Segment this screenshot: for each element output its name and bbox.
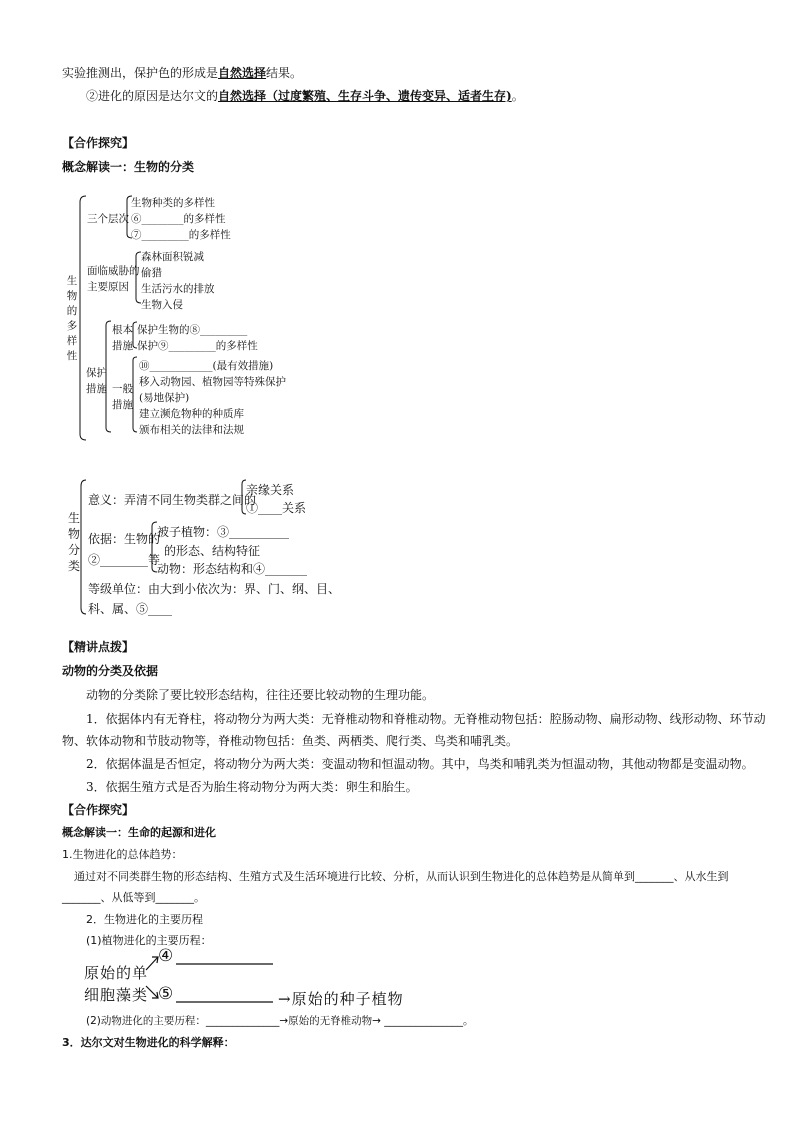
- meaning-item: 亲缘关系: [246, 483, 295, 497]
- question-title: 3．达尔文对生物进化的科学解释：: [62, 1036, 235, 1049]
- general-label: 一般: [112, 383, 133, 395]
- paragraph: _______、从低等到_______。: [62, 891, 205, 904]
- meaning-item: ①____关系: [246, 501, 307, 515]
- threats-item: 生物入侵: [141, 299, 183, 311]
- intro-line-1: 实验推测出，保护色的形成是自然选择结果。: [62, 66, 303, 80]
- section-heading: 【合作探究】: [62, 136, 135, 150]
- meaning-text: 意义：弄清不同生物类群之间的: [88, 493, 257, 507]
- intro-line-2: ②进化的原因是达尔文的自然选择（过度繁殖、生存斗争、遗传变异、适者生存)。: [86, 89, 524, 103]
- basis-text: ②________等: [88, 553, 161, 567]
- threats-label: 主要原因: [87, 281, 129, 293]
- plant-origin: 细胞藻类: [84, 986, 149, 1004]
- basis-item: 被子植物：③__________: [157, 525, 290, 539]
- fundamental-label: 措施: [112, 340, 133, 352]
- threats-item: 偷猎: [141, 267, 162, 279]
- classification-root: 生物分类: [67, 511, 80, 573]
- paragraph: 动物的分类除了要比较形态结构，往往还要比较动物的生理功能。: [86, 688, 435, 702]
- plant-branch-4: ④: [158, 946, 174, 966]
- section-subheading: 概念解读一：生命的起源和进化: [62, 826, 216, 839]
- threats-item: 森林面积锐减: [141, 251, 204, 263]
- units-text: 科、属、⑤____: [88, 602, 173, 616]
- general-item: 建立濒危物种的种质库: [139, 408, 244, 420]
- key-term: 自然选择（过度繁殖、生存斗争、遗传变异、适者生存): [218, 89, 512, 103]
- levels-item: 生物种类的多样性: [131, 197, 215, 209]
- question-title: 2．生物进化的主要历程: [86, 913, 203, 926]
- basis-text: 依据：生物的: [88, 532, 161, 546]
- section-heading: 【精讲点拨】: [62, 640, 135, 654]
- plant-origin: 原始的单: [84, 964, 149, 982]
- protect-label: 措施: [86, 383, 107, 395]
- question-subtitle: (2)动物进化的主要历程：______________→原始的无脊椎动物→ _______________。: [86, 1015, 474, 1027]
- levels-item: ⑥________的多样性: [131, 213, 226, 225]
- fundamental-item: 保护⑨_________的多样性: [137, 340, 258, 352]
- paragraph: 3．依据生殖方式是否为胎生将动物分为两大类：卵生和胎生。: [86, 780, 418, 794]
- section-subheading: 概念解读一：生物的分类: [62, 160, 195, 174]
- question-title: 1.生物进化的总体趋势：: [62, 848, 183, 861]
- general-item: 移入动物园、植物园等特殊保护: [139, 376, 286, 388]
- paragraph: 2．依据体温是否恒定，将动物分为两大类：变温动物和恒温动物。其中，鸟类和哺乳类为恒温动物，其他动物都是变温动物。: [86, 757, 754, 771]
- question-subtitle: (1)植物进化的主要历程：: [86, 934, 212, 947]
- basis-item: 动物：形态结构和④_______: [157, 562, 308, 576]
- paragraph: 1．依据体内有无脊柱，将动物分为两大类：无脊椎动物和脊椎动物。无脊椎动物包括：腔肠动物、扁形动物、线形动物、环节动: [86, 712, 766, 726]
- paragraph: 通过对不同类群生物的形态结构、生殖方式及生活环境进行比较、分析，从而认识到生物进化的总体趋势是从简单到_______、从水生到: [74, 870, 729, 883]
- general-item: (易地保护): [139, 392, 190, 404]
- diversity-root: 生物的多样性: [66, 275, 78, 362]
- levels-label: 三个层次: [87, 213, 129, 225]
- threats-item: 生活污水的排放: [141, 283, 215, 295]
- protect-label: 保护: [86, 367, 107, 379]
- section-subheading: 动物的分类及依据: [62, 664, 159, 678]
- plant-end: →原始的种子植物: [278, 990, 404, 1008]
- units-text: 等级单位：由大到小依次为：界、门、纲、目、: [88, 582, 341, 596]
- plant-branch-5: ⑤: [158, 984, 174, 1004]
- general-label: 措施: [112, 399, 133, 411]
- section-heading: 【合作探究】: [62, 803, 135, 817]
- basis-item: 的形态、结构特征: [164, 544, 261, 558]
- threats-label: 面临威胁的: [87, 265, 140, 277]
- key-term: 自然选择: [218, 66, 267, 80]
- levels-item: ⑦_________的多样性: [131, 229, 231, 241]
- fundamental-label: 根本: [112, 324, 133, 336]
- general-item: 颁布相关的法律和法规: [139, 424, 244, 436]
- general-item: ⑩____________(最有效措施): [139, 360, 274, 372]
- paragraph: 物、软体动物和节肢动物等，脊椎动物包括：鱼类、两栖类、爬行类、鸟类和哺乳类。: [62, 734, 519, 748]
- fundamental-item: 保护生物的⑧_________: [137, 324, 248, 336]
